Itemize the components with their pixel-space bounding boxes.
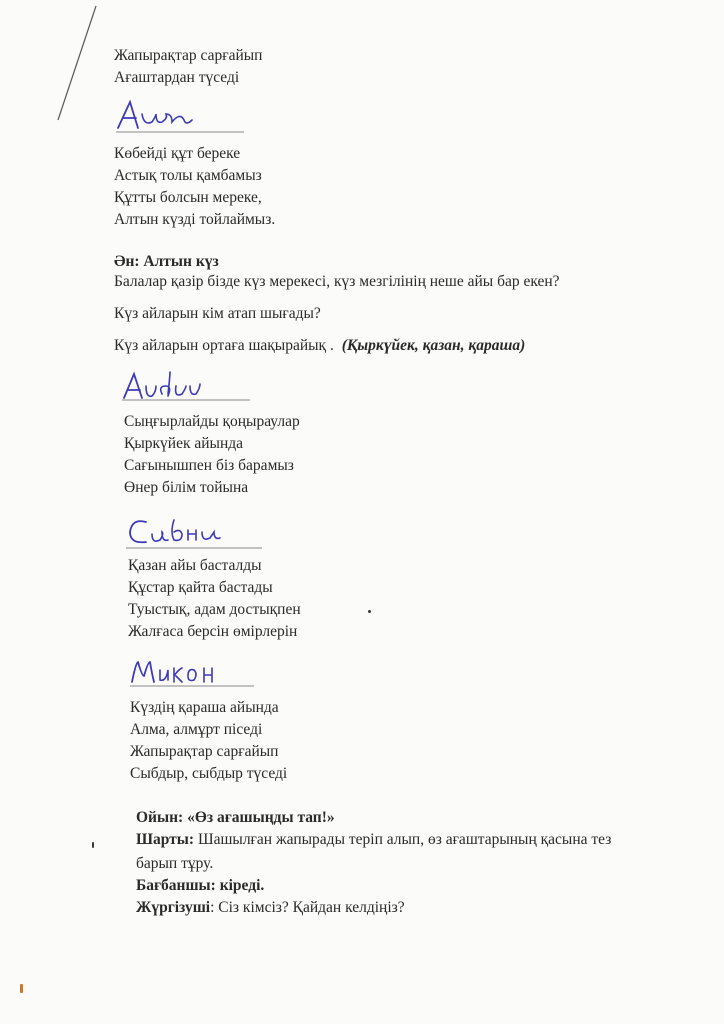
verse-3-line-2: Қыркүйек айында <box>124 435 244 452</box>
verse-2-line-1: Көбейді құт береке <box>114 145 241 162</box>
scan-speck <box>368 610 371 613</box>
intro-line-2: Күз айларын кім атап шығады? <box>114 305 321 322</box>
verse-5-line-4: Сыбдыр, сыбдыр түседі <box>130 765 288 782</box>
host-line <box>136 898 405 918</box>
verse-4-line-3: Туыстық, адам достықпен <box>128 601 301 618</box>
scan-speck <box>92 842 94 848</box>
verse-4-line-4: Жалғаса берсін өмірлерін <box>128 623 298 640</box>
game-title <box>136 808 335 828</box>
game-title-value: «Өз ағашыңды тап!» <box>187 809 335 826</box>
verse-1-line-1: Жапырақтар сарғайып <box>114 47 263 64</box>
song-title: Ән: Алтын күз <box>114 253 219 270</box>
verse-1-line-2: Ағаштардан түседі <box>114 69 240 86</box>
handwritten-signature-miron <box>126 652 266 692</box>
verse-2-line-3: Құтты болсын мереке, <box>114 189 262 206</box>
scan-edge-line <box>0 0 120 130</box>
scan-speck <box>20 984 23 993</box>
intro-line-3 <box>114 336 525 356</box>
game-title-label: Ойын: <box>136 809 184 826</box>
game-rules-line-2: барып тұру. <box>136 855 214 872</box>
verse-5-line-3: Жапырақтар сарғайып <box>130 743 279 760</box>
verse-3-line-4: Өнер білім тойына <box>124 479 249 496</box>
verse-2-line-4: Алтын күзді тойлаймыз. <box>114 211 276 228</box>
intro-line-3-text: Күз айларын ортаға шақырайық . <box>114 337 334 354</box>
verse-3-line-1: Сыңғырлайды қоңыраулар <box>124 413 300 430</box>
verse-2-line-2: Астық толы қамбамыз <box>114 167 262 184</box>
verse-5-line-1: Күздің қараша айында <box>130 699 279 716</box>
intro-line-1: Балалар қазір бізде күз мерекесі, күз мезгілінің неше айы бар екен? <box>114 273 560 290</box>
months-note: (Қыркүйек, қазан, қараша) <box>341 337 526 354</box>
verse-5-line-2: Алма, алмұрт піседі <box>130 721 263 738</box>
handwritten-signature-ayana <box>112 92 252 136</box>
gardener-line: Бағбаншы: кіреді. <box>136 877 265 894</box>
host-text: : Сіз кімсіз? Қайдан келдіңіз? <box>210 899 405 916</box>
verse-3-line-3: Сағынышпен біз барамыз <box>124 457 294 474</box>
game-rules-text: Шашылған жапырады теріп алып, өз ағаштарының қасына тез <box>197 831 612 848</box>
verse-4-line-2: Құстар қайта бастады <box>128 579 273 596</box>
host-label: Жүргізуші <box>136 899 211 916</box>
handwritten-signature-aidai <box>118 366 258 406</box>
handwritten-signature-sabina <box>122 510 272 552</box>
game-rules-label: Шарты: <box>136 831 195 848</box>
verse-4-line-1: Қазан айы басталды <box>128 557 262 574</box>
game-rules <box>136 830 611 850</box>
